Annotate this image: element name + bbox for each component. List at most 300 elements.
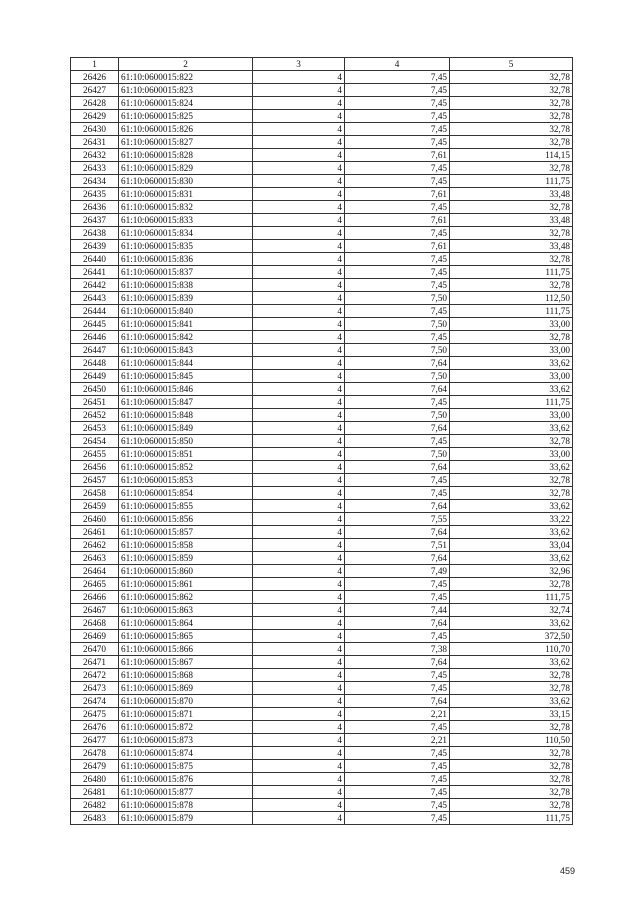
- table-cell-col-3: 4: [253, 656, 345, 669]
- table-cell-col-1: 26439: [71, 240, 119, 253]
- table-cell-col-4: 7,45: [345, 305, 450, 318]
- table-cell-col-2: 61:10:0600015:861: [119, 578, 253, 591]
- table-cell-col-2: 61:10:0600015:873: [119, 734, 253, 747]
- table-row: [71, 97, 573, 110]
- table-cell-col-4: 7,51: [345, 539, 450, 552]
- table-cell-col-4: 7,61: [345, 240, 450, 253]
- table-row: [71, 422, 573, 435]
- table-cell-col-2: 61:10:0600015:874: [119, 747, 253, 760]
- table-cell-col-1: 26456: [71, 461, 119, 474]
- table-row: [71, 656, 573, 669]
- table-cell-col-1: 26457: [71, 474, 119, 487]
- table-cell-col-3: 4: [253, 500, 345, 513]
- table-cell-col-5: 372,50: [450, 630, 573, 643]
- table-cell-col-3: 4: [253, 71, 345, 84]
- table-cell-col-2: 61:10:0600015:829: [119, 162, 253, 175]
- table-cell-col-1: 26474: [71, 695, 119, 708]
- table-row: [71, 383, 573, 396]
- column-header-1: 1: [71, 58, 119, 71]
- table-cell-col-4: 7,64: [345, 422, 450, 435]
- table-cell-col-4: 2,21: [345, 708, 450, 721]
- table-row: [71, 682, 573, 695]
- table-cell-col-4: 7,45: [345, 747, 450, 760]
- table-row: [71, 487, 573, 500]
- table-cell-col-5: 33,00: [450, 448, 573, 461]
- table-cell-col-5: 32,78: [450, 331, 573, 344]
- table-cell-col-2: 61:10:0600015:835: [119, 240, 253, 253]
- table-cell-col-3: 4: [253, 266, 345, 279]
- table-cell-col-5: 114,15: [450, 149, 573, 162]
- table-cell-col-4: 7,45: [345, 773, 450, 786]
- table-row: [71, 526, 573, 539]
- table-cell-col-2: 61:10:0600015:871: [119, 708, 253, 721]
- table-cell-col-1: 26438: [71, 227, 119, 240]
- table-row: [71, 253, 573, 266]
- table-cell-col-4: 7,50: [345, 344, 450, 357]
- table-cell-col-3: 4: [253, 422, 345, 435]
- table-cell-col-1: 26459: [71, 500, 119, 513]
- table-cell-col-5: 32,78: [450, 162, 573, 175]
- table-row: [71, 279, 573, 292]
- table-cell-col-5: 32,74: [450, 604, 573, 617]
- column-header-3: 3: [253, 58, 345, 71]
- table-cell-col-4: 7,64: [345, 357, 450, 370]
- table-cell-col-3: 4: [253, 214, 345, 227]
- table-cell-col-4: 7,50: [345, 448, 450, 461]
- table-cell-col-1: 26434: [71, 175, 119, 188]
- table-row: [71, 110, 573, 123]
- table-cell-col-5: 33,62: [450, 526, 573, 539]
- table-cell-col-4: 7,45: [345, 227, 450, 240]
- table-cell-col-1: 26478: [71, 747, 119, 760]
- table-cell-col-2: 61:10:0600015:844: [119, 357, 253, 370]
- data-table: [70, 57, 573, 825]
- table-cell-col-3: 4: [253, 669, 345, 682]
- table-cell-col-5: 32,78: [450, 253, 573, 266]
- table-cell-col-2: 61:10:0600015:846: [119, 383, 253, 396]
- page-number: 459: [560, 866, 576, 876]
- table-cell-col-1: 26473: [71, 682, 119, 695]
- table-cell-col-3: 4: [253, 513, 345, 526]
- table-cell-col-5: 111,75: [450, 305, 573, 318]
- table-cell-col-5: 33,62: [450, 552, 573, 565]
- table-cell-col-2: 61:10:0600015:843: [119, 344, 253, 357]
- table-cell-col-5: 32,78: [450, 799, 573, 812]
- table-cell-col-1: 26432: [71, 149, 119, 162]
- table-cell-col-5: 33,00: [450, 318, 573, 331]
- table-row: [71, 136, 573, 149]
- table-cell-col-4: 7,50: [345, 370, 450, 383]
- table-cell-col-3: 4: [253, 617, 345, 630]
- table-cell-col-1: 26450: [71, 383, 119, 396]
- table-row: [71, 552, 573, 565]
- table-cell-col-4: 7,45: [345, 266, 450, 279]
- table-row: [71, 305, 573, 318]
- table-cell-col-3: 4: [253, 344, 345, 357]
- table-row: [71, 513, 573, 526]
- table-cell-col-2: 61:10:0600015:859: [119, 552, 253, 565]
- table-cell-col-4: 7,45: [345, 578, 450, 591]
- table-cell-col-1: 26469: [71, 630, 119, 643]
- table-cell-col-3: 4: [253, 188, 345, 201]
- table-cell-col-3: 4: [253, 279, 345, 292]
- table-row: [71, 370, 573, 383]
- table-cell-col-2: 61:10:0600015:826: [119, 123, 253, 136]
- table-cell-col-1: 26436: [71, 201, 119, 214]
- table-cell-col-5: 32,78: [450, 747, 573, 760]
- table-cell-col-1: 26472: [71, 669, 119, 682]
- table-cell-col-2: 61:10:0600015:824: [119, 97, 253, 110]
- table-cell-col-4: 7,64: [345, 461, 450, 474]
- table-cell-col-3: 4: [253, 487, 345, 500]
- table-cell-col-4: 7,45: [345, 71, 450, 84]
- table-row: [71, 409, 573, 422]
- column-header-4: 4: [345, 58, 450, 71]
- table-cell-col-2: 61:10:0600015:842: [119, 331, 253, 344]
- table-cell-col-2: 61:10:0600015:833: [119, 214, 253, 227]
- table-cell-col-2: 61:10:0600015:878: [119, 799, 253, 812]
- table-cell-col-2: 61:10:0600015:877: [119, 786, 253, 799]
- table-cell-col-2: 61:10:0600015:862: [119, 591, 253, 604]
- table-cell-col-1: 26430: [71, 123, 119, 136]
- table-cell-col-5: 33,00: [450, 370, 573, 383]
- table-cell-col-1: 26468: [71, 617, 119, 630]
- table-cell-col-5: 111,75: [450, 396, 573, 409]
- table-cell-col-5: 32,78: [450, 760, 573, 773]
- table-cell-col-4: 7,45: [345, 175, 450, 188]
- table-row: [71, 617, 573, 630]
- table-cell-col-5: 32,78: [450, 721, 573, 734]
- table-cell-col-3: 4: [253, 773, 345, 786]
- table-cell-col-4: 7,64: [345, 383, 450, 396]
- table-cell-col-3: 4: [253, 591, 345, 604]
- table-cell-col-5: 33,62: [450, 422, 573, 435]
- table-cell-col-2: 61:10:0600015:823: [119, 84, 253, 97]
- table-cell-col-1: 26443: [71, 292, 119, 305]
- table-cell-col-3: 4: [253, 409, 345, 422]
- table-row: [71, 578, 573, 591]
- table-cell-col-1: 26462: [71, 539, 119, 552]
- table-cell-col-5: 32,96: [450, 565, 573, 578]
- table-cell-col-4: 7,61: [345, 188, 450, 201]
- table-cell-col-3: 4: [253, 123, 345, 136]
- table-cell-col-2: 61:10:0600015:866: [119, 643, 253, 656]
- table-row: [71, 71, 573, 84]
- table-cell-col-2: 61:10:0600015:849: [119, 422, 253, 435]
- table-row: [71, 747, 573, 760]
- table-cell-col-2: 61:10:0600015:868: [119, 669, 253, 682]
- table-cell-col-3: 4: [253, 643, 345, 656]
- table-row: [71, 695, 573, 708]
- table-row: [71, 591, 573, 604]
- table-cell-col-1: 26446: [71, 331, 119, 344]
- table-cell-col-4: 7,45: [345, 786, 450, 799]
- table-cell-col-4: 7,45: [345, 84, 450, 97]
- table-cell-col-3: 4: [253, 786, 345, 799]
- table-row: [71, 149, 573, 162]
- table-cell-col-4: 7,45: [345, 331, 450, 344]
- table-cell-col-1: 26435: [71, 188, 119, 201]
- table-cell-col-3: 4: [253, 812, 345, 825]
- table-cell-col-2: 61:10:0600015:855: [119, 500, 253, 513]
- table-cell-col-4: 7,61: [345, 214, 450, 227]
- table-cell-col-5: 32,78: [450, 487, 573, 500]
- table-cell-col-4: 7,45: [345, 123, 450, 136]
- table-cell-col-4: 7,38: [345, 643, 450, 656]
- table-cell-col-3: 4: [253, 383, 345, 396]
- table-cell-col-5: 33,15: [450, 708, 573, 721]
- table-cell-col-1: 26464: [71, 565, 119, 578]
- table-cell-col-5: 33,62: [450, 500, 573, 513]
- table-cell-col-5: 111,75: [450, 591, 573, 604]
- table-cell-col-4: 7,45: [345, 487, 450, 500]
- table-cell-col-4: 7,61: [345, 149, 450, 162]
- table-row: [71, 734, 573, 747]
- table-row: [71, 266, 573, 279]
- table-header-row: [71, 58, 573, 71]
- table-row: [71, 630, 573, 643]
- table-cell-col-3: 4: [253, 110, 345, 123]
- table-cell-col-2: 61:10:0600015:863: [119, 604, 253, 617]
- table-cell-col-5: 111,75: [450, 812, 573, 825]
- table-row: [71, 292, 573, 305]
- table-cell-col-2: 61:10:0600015:854: [119, 487, 253, 500]
- table-cell-col-1: 26476: [71, 721, 119, 734]
- table-cell-col-3: 4: [253, 240, 345, 253]
- table-cell-col-2: 61:10:0600015:869: [119, 682, 253, 695]
- table-cell-col-2: 61:10:0600015:876: [119, 773, 253, 786]
- table-cell-col-5: 33,62: [450, 357, 573, 370]
- table-cell-col-2: 61:10:0600015:875: [119, 760, 253, 773]
- table-cell-col-3: 4: [253, 721, 345, 734]
- table-cell-col-4: 7,50: [345, 292, 450, 305]
- table-cell-col-2: 61:10:0600015:845: [119, 370, 253, 383]
- table-cell-col-5: 32,78: [450, 110, 573, 123]
- table-row: [71, 708, 573, 721]
- table-cell-col-1: 26483: [71, 812, 119, 825]
- table-row: [71, 214, 573, 227]
- table-cell-col-4: 7,45: [345, 721, 450, 734]
- table-cell-col-5: 110,70: [450, 643, 573, 656]
- table-cell-col-1: 26465: [71, 578, 119, 591]
- table-cell-col-1: 26442: [71, 279, 119, 292]
- table-cell-col-5: 32,78: [450, 97, 573, 110]
- table-cell-col-1: 26431: [71, 136, 119, 149]
- table-cell-col-2: 61:10:0600015:870: [119, 695, 253, 708]
- table-cell-col-3: 4: [253, 435, 345, 448]
- table-cell-col-5: 33,62: [450, 695, 573, 708]
- table-cell-col-5: 33,48: [450, 214, 573, 227]
- column-header-2: 2: [119, 58, 253, 71]
- table-cell-col-5: 32,78: [450, 773, 573, 786]
- table-row: [71, 448, 573, 461]
- table-cell-col-1: 26475: [71, 708, 119, 721]
- table-cell-col-1: 26447: [71, 344, 119, 357]
- table-row: [71, 188, 573, 201]
- table-cell-col-3: 4: [253, 604, 345, 617]
- table-row: [71, 435, 573, 448]
- table-cell-col-5: 33,22: [450, 513, 573, 526]
- table-row: [71, 227, 573, 240]
- table-cell-col-4: 7,64: [345, 656, 450, 669]
- table-cell-col-5: 32,78: [450, 201, 573, 214]
- table-cell-col-4: 7,45: [345, 201, 450, 214]
- table-cell-col-5: 32,78: [450, 84, 573, 97]
- table-cell-col-4: 7,45: [345, 162, 450, 175]
- table-cell-col-4: 7,45: [345, 812, 450, 825]
- table-cell-col-5: 33,04: [450, 539, 573, 552]
- table-row: [71, 643, 573, 656]
- table-cell-col-5: 111,75: [450, 175, 573, 188]
- table-cell-col-3: 4: [253, 708, 345, 721]
- table-cell-col-5: 33,62: [450, 617, 573, 630]
- table-row: [71, 799, 573, 812]
- table-cell-col-2: 61:10:0600015:838: [119, 279, 253, 292]
- table-cell-col-2: 61:10:0600015:822: [119, 71, 253, 84]
- table-cell-col-3: 4: [253, 734, 345, 747]
- table-cell-col-2: 61:10:0600015:825: [119, 110, 253, 123]
- table-cell-col-5: 32,78: [450, 474, 573, 487]
- table-row: [71, 539, 573, 552]
- table-cell-col-5: 32,78: [450, 682, 573, 695]
- table-cell-col-2: 61:10:0600015:832: [119, 201, 253, 214]
- table-cell-col-2: 61:10:0600015:852: [119, 461, 253, 474]
- table-row: [71, 786, 573, 799]
- table-cell-col-4: 7,45: [345, 669, 450, 682]
- table-cell-col-1: 26427: [71, 84, 119, 97]
- table-cell-col-1: 26477: [71, 734, 119, 747]
- table-cell-col-2: 61:10:0600015:858: [119, 539, 253, 552]
- table-cell-col-4: 7,45: [345, 110, 450, 123]
- table-cell-col-1: 26461: [71, 526, 119, 539]
- table-cell-col-4: 7,50: [345, 409, 450, 422]
- table-cell-col-4: 7,45: [345, 591, 450, 604]
- table-cell-col-2: 61:10:0600015:848: [119, 409, 253, 422]
- table-cell-col-1: 26426: [71, 71, 119, 84]
- table-cell-col-3: 4: [253, 461, 345, 474]
- table-cell-col-4: 7,45: [345, 136, 450, 149]
- table-row: [71, 604, 573, 617]
- table-cell-col-2: 61:10:0600015:853: [119, 474, 253, 487]
- table-cell-col-2: 61:10:0600015:841: [119, 318, 253, 331]
- table-cell-col-3: 4: [253, 162, 345, 175]
- table-cell-col-1: 26466: [71, 591, 119, 604]
- table-row: [71, 201, 573, 214]
- table-cell-col-5: 32,78: [450, 578, 573, 591]
- table-cell-col-4: 7,45: [345, 760, 450, 773]
- table-cell-col-1: 26428: [71, 97, 119, 110]
- table-cell-col-1: 26460: [71, 513, 119, 526]
- table-cell-col-5: 33,62: [450, 461, 573, 474]
- table-cell-col-5: 33,00: [450, 344, 573, 357]
- table-cell-col-3: 4: [253, 799, 345, 812]
- table-cell-col-3: 4: [253, 253, 345, 266]
- table-cell-col-3: 4: [253, 357, 345, 370]
- table-cell-col-3: 4: [253, 201, 345, 214]
- table-cell-col-1: 26470: [71, 643, 119, 656]
- table-cell-col-2: 61:10:0600015:856: [119, 513, 253, 526]
- table-cell-col-4: 7,64: [345, 526, 450, 539]
- table-cell-col-1: 26444: [71, 305, 119, 318]
- table-row: [71, 721, 573, 734]
- table-cell-col-2: 61:10:0600015:831: [119, 188, 253, 201]
- table-cell-col-2: 61:10:0600015:851: [119, 448, 253, 461]
- table-cell-col-2: 61:10:0600015:830: [119, 175, 253, 188]
- table-cell-col-5: 32,78: [450, 435, 573, 448]
- table-cell-col-4: 7,45: [345, 799, 450, 812]
- table-cell-col-1: 26455: [71, 448, 119, 461]
- table-cell-col-2: 61:10:0600015:836: [119, 253, 253, 266]
- table-cell-col-3: 4: [253, 227, 345, 240]
- table-row: [71, 318, 573, 331]
- table-row: [71, 773, 573, 786]
- table-cell-col-4: 7,64: [345, 617, 450, 630]
- table-cell-col-1: 26480: [71, 773, 119, 786]
- table-cell-col-3: 4: [253, 565, 345, 578]
- table-row: [71, 175, 573, 188]
- table-cell-col-3: 4: [253, 175, 345, 188]
- table-cell-col-5: 32,78: [450, 227, 573, 240]
- table-cell-col-3: 4: [253, 578, 345, 591]
- table-cell-col-5: 33,62: [450, 656, 573, 669]
- table-cell-col-2: 61:10:0600015:840: [119, 305, 253, 318]
- table-cell-col-1: 26481: [71, 786, 119, 799]
- table-cell-col-1: 26471: [71, 656, 119, 669]
- table-cell-col-5: 112,50: [450, 292, 573, 305]
- table-cell-col-1: 26463: [71, 552, 119, 565]
- table-cell-col-4: 7,50: [345, 318, 450, 331]
- table-cell-col-5: 111,75: [450, 266, 573, 279]
- table-cell-col-4: 2,21: [345, 734, 450, 747]
- table-cell-col-2: 61:10:0600015:828: [119, 149, 253, 162]
- table-cell-col-1: 26453: [71, 422, 119, 435]
- table-cell-col-3: 4: [253, 630, 345, 643]
- table-cell-col-3: 4: [253, 84, 345, 97]
- table-cell-col-4: 7,45: [345, 682, 450, 695]
- table-cell-col-4: 7,45: [345, 630, 450, 643]
- table-cell-col-3: 4: [253, 318, 345, 331]
- table-cell-col-4: 7,64: [345, 500, 450, 513]
- column-header-5: 5: [450, 58, 573, 71]
- table-cell-col-3: 4: [253, 396, 345, 409]
- table-cell-col-2: 61:10:0600015:864: [119, 617, 253, 630]
- table-cell-col-5: 33,62: [450, 383, 573, 396]
- table-cell-col-4: 7,44: [345, 604, 450, 617]
- table-cell-col-4: 7,55: [345, 513, 450, 526]
- table-cell-col-2: 61:10:0600015:847: [119, 396, 253, 409]
- table-cell-col-5: 32,78: [450, 669, 573, 682]
- table-row: [71, 357, 573, 370]
- table-cell-col-1: 26441: [71, 266, 119, 279]
- table-cell-col-2: 61:10:0600015:860: [119, 565, 253, 578]
- table-row: [71, 461, 573, 474]
- table-row: [71, 812, 573, 825]
- table-row: [71, 344, 573, 357]
- table-cell-col-1: 26451: [71, 396, 119, 409]
- table-cell-col-1: 26429: [71, 110, 119, 123]
- table-row: [71, 474, 573, 487]
- table-cell-col-3: 4: [253, 331, 345, 344]
- table-cell-col-4: 7,45: [345, 253, 450, 266]
- table-cell-col-5: 32,78: [450, 136, 573, 149]
- table-cell-col-3: 4: [253, 370, 345, 383]
- table-cell-col-3: 4: [253, 136, 345, 149]
- table-cell-col-2: 61:10:0600015:857: [119, 526, 253, 539]
- table-cell-col-1: 26449: [71, 370, 119, 383]
- table-cell-col-3: 4: [253, 760, 345, 773]
- table-cell-col-2: 61:10:0600015:865: [119, 630, 253, 643]
- table-cell-col-3: 4: [253, 539, 345, 552]
